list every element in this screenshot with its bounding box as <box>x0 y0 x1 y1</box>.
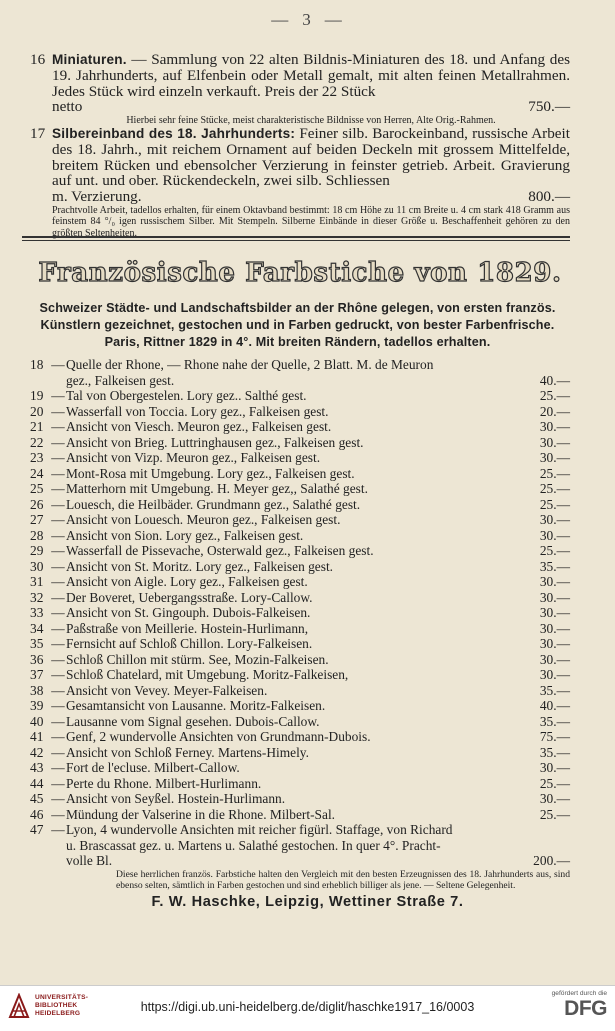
item-text: Ansicht von Seyßel. Hostein-Hurlimann. <box>66 791 286 806</box>
item-text-continued: u. Brascassat gez. u. Martens u. Salathé gestochen. In quer 4°. Pracht- <box>66 837 441 853</box>
logo-line-3: HEIDELBERG <box>35 1010 81 1017</box>
dash: — <box>51 496 65 512</box>
item-number: 37 <box>30 667 44 682</box>
entry-note: Prachtvolle Arbeit, tadellos erhalten, für einem Oktavband bestimmt: 18 cm Höhe zu 11 cm Breite u. 4 cm stark 418 Gramm aus feinstem 84 °/₀ igen russischem Silber. Mit Stempeln. Silberne Einbände in dieser Größe u. Beschaffenheit gehören zu den größten Seltenheiten. <box>52 204 570 239</box>
item-number: 27 <box>30 512 44 527</box>
item-price: 75.— <box>539 729 570 744</box>
item-price <box>530 357 570 373</box>
dfg-logo: DFG <box>564 997 607 1020</box>
list-item <box>30 435 570 451</box>
item-price: 35.— <box>539 744 570 760</box>
item-number: 20 <box>30 403 44 419</box>
item-text-continued: gez., Falkeisen gest. <box>66 372 175 388</box>
dash: — <box>51 512 65 527</box>
entry-number: 17 <box>30 125 46 142</box>
item-text: Fort de l'ecluse. Milbert-Callow. <box>66 760 240 775</box>
catalog-entry-17 <box>30 126 570 239</box>
item-price: 25.— <box>539 481 570 496</box>
item-number: 44 <box>30 775 44 791</box>
list-item <box>30 388 570 404</box>
list-item <box>30 590 570 606</box>
list-item <box>30 760 570 776</box>
list-item-continuation <box>30 853 570 869</box>
dash: — <box>51 729 65 744</box>
list-item <box>30 357 570 373</box>
list-item <box>30 714 570 730</box>
entry-text-end: netto <box>52 98 83 116</box>
dash: — <box>51 419 65 434</box>
item-text: Ansicht von Viesch. Meuron gez., Falkeisen gest. <box>66 419 332 434</box>
list-item <box>30 776 570 792</box>
item-text: Schloß Chillon mit stürm. See, Mozin-Falkeisen. <box>66 651 329 667</box>
item-text: Matterhorn mit Umgebung. H. Meyer gez,, Salathé gest. <box>66 481 368 496</box>
item-number: 45 <box>30 791 44 806</box>
item-price: 35.— <box>539 558 570 574</box>
list-item <box>30 698 570 714</box>
list-item <box>30 481 570 497</box>
item-text: Lausanne vom Signal gesehen. Dubois-Callow. <box>66 713 320 729</box>
entry-text: Feiner silb. Barockeinband, russische Arbeit des 18. Jahrh., mit reichem Ornament auf beiden Deckeln mit grossem Mittelfelde, breitem Rücken und ebensolcher Verzierung in feinster getrieb. Arbeit. Gravierung auf unt. und ober. Rückendeckeln, zwei silb. Schliessen <box>52 125 570 190</box>
item-price <box>530 822 570 838</box>
dash: — <box>51 713 65 729</box>
item-text: Ansicht von Sion. Lory gez., Falkeisen gest. <box>66 527 304 543</box>
list-item <box>30 621 570 637</box>
dash: — <box>51 806 65 822</box>
item-price: 25.— <box>539 388 570 403</box>
dash: — <box>51 357 65 372</box>
viewer-footer <box>0 985 615 1031</box>
item-number: 19 <box>30 388 44 403</box>
divider-thick <box>22 236 570 238</box>
item-number: 23 <box>30 450 44 465</box>
dfg-caption: gefördert durch die <box>551 990 607 997</box>
item-text: Wasserfall von Toccia. Lory gez., Falkeisen gest. <box>66 403 329 419</box>
item-price: 200.— <box>533 853 570 868</box>
item-text: Ansicht von Louesch. Meuron gez., Falkeisen gest. <box>66 512 341 527</box>
item-text: Ansicht von Schloß Ferney. Martens-Himely. <box>66 744 309 760</box>
entry-text: — Sammlung von 22 alten Bildnis-Miniaturen des 18. und Anfang des 19. Jahrhunderts, auf Elfenbein oder Metall gemalt, mit alten feinen Metallrahmen. Jedes Stück wird einzeln verkauft. Preis der 22 Stück <box>52 51 570 100</box>
dash: — <box>51 434 65 450</box>
dash: — <box>51 527 65 543</box>
list-item <box>30 512 570 528</box>
dash: — <box>51 403 65 419</box>
item-number: 22 <box>30 434 44 450</box>
dash: — <box>51 605 65 620</box>
list-item <box>30 574 570 590</box>
item-text: Ansicht von Vizp. Meuron gez., Falkeisen gest. <box>66 450 321 465</box>
item-text: Wasserfall de Pissevache, Osterwald gez., Falkeisen gest. <box>66 543 374 558</box>
item-text: Schloß Chatelard, mit Umgebung. Moritz-Falkeisen, <box>66 667 349 682</box>
dash: — <box>51 791 65 806</box>
list-item <box>30 404 570 420</box>
item-text: Mündung der Valserine in die Rhone. Milbert-Sal. <box>66 806 336 822</box>
list-item <box>30 807 570 823</box>
item-number: 26 <box>30 496 44 512</box>
section-subheading-1: Schweizer Städte- und Landschaftsbilder an der Rhône gelegen, von ersten französ. <box>39 301 556 315</box>
permalink-url[interactable]: https://digi.ub.uni-heidelberg.de/diglit/haschke1917_16/0003 <box>140 1000 475 1014</box>
dash: — <box>51 667 65 682</box>
publisher-address: F. W. Haschke, Leipzig, Wettiner Straße 7. <box>151 894 464 910</box>
list-item <box>30 497 570 513</box>
print-list <box>30 357 570 891</box>
item-price: 30.— <box>539 434 570 450</box>
item-number: 38 <box>30 682 44 698</box>
item-text-continued: volle Bl. <box>66 853 113 868</box>
entry-title: Silbereinband des 18. Jahrhunderts: <box>52 126 296 141</box>
dash: — <box>51 682 65 698</box>
dash: — <box>51 574 65 589</box>
item-number: 31 <box>30 574 44 589</box>
divider-thin <box>22 240 570 241</box>
item-price: 25.— <box>539 775 570 791</box>
item-price <box>530 838 570 854</box>
item-number: 25 <box>30 481 44 496</box>
page-number: — 3 — <box>271 10 344 29</box>
item-price: 30.— <box>539 419 570 434</box>
list-item-continuation <box>30 373 570 389</box>
list-item-continuation <box>30 838 570 854</box>
item-price: 20.— <box>539 403 570 419</box>
entry-price: 800.— <box>528 188 570 206</box>
dfg-sponsor[interactable] <box>535 990 607 1021</box>
dash: — <box>51 388 65 403</box>
dash: — <box>51 698 65 713</box>
item-price: 30.— <box>539 636 570 651</box>
item-number: 43 <box>30 760 44 775</box>
item-price: 30.— <box>539 574 570 589</box>
item-number: 35 <box>30 636 44 651</box>
item-price: 35.— <box>539 682 570 698</box>
item-text: Ansicht von St. Moritz. Lory gez., Falkeisen gest. <box>66 558 334 574</box>
item-number: 18 <box>30 357 44 372</box>
list-item <box>30 559 570 575</box>
item-text: Ansicht von Aigle. Lory gez., Falkeisen gest. <box>66 574 308 589</box>
dash: — <box>51 620 65 636</box>
list-item <box>30 745 570 761</box>
item-price: 30.— <box>539 512 570 527</box>
item-number: 36 <box>30 651 44 667</box>
list-item <box>30 636 570 652</box>
item-price: 30.— <box>539 667 570 682</box>
item-price: 30.— <box>539 620 570 636</box>
item-price: 30.— <box>539 450 570 465</box>
list-item <box>30 683 570 699</box>
dash: — <box>51 450 65 465</box>
item-price: 30.— <box>539 760 570 775</box>
item-price: 35.— <box>539 713 570 729</box>
dash: — <box>51 465 65 481</box>
list-item <box>30 791 570 807</box>
item-price: 30.— <box>539 527 570 543</box>
section-subheading-2: Künstlern gezeichnet, gestochen und in Farben gedruckt, von bester Farbenfrische. <box>40 318 555 332</box>
logo-line-1: UNIVERSITÄTS- <box>35 994 89 1001</box>
dash: — <box>51 744 65 760</box>
item-text: Fernsicht auf Schloß Chillon. Lory-Falkeisen. <box>66 636 313 651</box>
item-price: 30.— <box>539 651 570 667</box>
item-number: 34 <box>30 620 44 636</box>
item-text: Der Boveret, Uebergangsstraße. Lory-Callow. <box>66 589 313 605</box>
item-price: 30.— <box>539 791 570 806</box>
item-number: 47 <box>30 822 44 837</box>
logo-line-2: BIBLIOTHEK <box>35 1002 78 1009</box>
item-text: Perte du Rhone. Milbert-Hurlimann. <box>66 775 262 791</box>
item-number: 39 <box>30 698 44 713</box>
dash: — <box>51 589 65 605</box>
list-item <box>30 419 570 435</box>
item-number: 24 <box>30 465 44 481</box>
list-item <box>30 466 570 482</box>
list-item <box>30 543 570 559</box>
dash: — <box>51 775 65 791</box>
item-number: 29 <box>30 543 44 558</box>
dash: — <box>51 760 65 775</box>
item-price: 25.— <box>539 496 570 512</box>
entry-text-end: m. Verzierung. <box>52 188 142 206</box>
item-number: 42 <box>30 744 44 760</box>
item-price: 30.— <box>539 605 570 620</box>
item-number: 30 <box>30 558 44 574</box>
item-text: Louesch, die Heilbäder. Grundmann gez., Salathé gest. <box>66 496 361 512</box>
item-text: Ansicht von Brieg. Luttringhausen gez., Falkeisen gest. <box>66 434 364 450</box>
list-item <box>30 729 570 745</box>
item-text: Mont-Rosa mit Umgebung. Lory gez., Falkeisen gest. <box>66 465 355 481</box>
section-subheading-3: Paris, Rittner 1829 in 4°. Mit breiten Rändern, tadellos erhalten. <box>104 335 491 349</box>
item-text: Tal von Obergestelen. Lory gez.. Salthé gest. <box>66 388 307 403</box>
item-number: 32 <box>30 589 44 605</box>
item-text: Gesamtansicht von Lausanne. Moritz-Falkeisen. <box>66 698 326 713</box>
dash: — <box>51 822 65 837</box>
item-number: 40 <box>30 713 44 729</box>
item-number: 33 <box>30 605 44 620</box>
entry-number: 16 <box>30 51 46 68</box>
dash: — <box>51 651 65 667</box>
item-number: 46 <box>30 806 44 822</box>
list-note: Diese herrlichen französ. Farbstiche halten den Vergleich mit den besten Erzeugnissen des 18. Jahrhunderts aus, sind ebenso selten, sämtlich in Farben gestochen und sind erheblich billiger als jene. — Seltene Gelegenheit. <box>116 868 570 891</box>
list-item <box>30 652 570 668</box>
dash: — <box>51 481 65 496</box>
item-price: 30.— <box>539 589 570 605</box>
list-item <box>30 528 570 544</box>
item-text: Lyon, 4 wundervolle Ansichten mit reicher figürl. Staffage, von Richard <box>66 822 453 837</box>
item-text: Genf, 2 wundervolle Ansichten von Grundmann-Dubois. <box>66 729 371 744</box>
item-price: 40.— <box>539 698 570 713</box>
item-text: Paßstraße von Meillerie. Hostein-Hurlimann, <box>66 620 309 636</box>
list-item <box>30 605 570 621</box>
item-price: 40.— <box>539 372 570 388</box>
list-item <box>30 822 570 838</box>
item-text: Quelle der Rhone, — Rhone nahe der Quelle, 2 Blatt. M. de Meuron <box>66 357 434 372</box>
item-price: 25.— <box>539 465 570 481</box>
section-heading: Französische Farbstiche von 1829. <box>38 258 562 288</box>
dash: — <box>51 543 65 558</box>
item-price: 25.— <box>539 806 570 822</box>
item-number: 28 <box>30 527 44 543</box>
entry-title: Miniaturen. <box>52 52 127 67</box>
item-text: Ansicht von Vevey. Meyer-Falkeisen. <box>66 682 268 698</box>
list-item <box>30 450 570 466</box>
entry-price: 750.— <box>528 98 570 116</box>
item-text: Ansicht von St. Gingouph. Dubois-Falkeisen. <box>66 605 311 620</box>
list-item <box>30 667 570 683</box>
dash: — <box>51 558 65 574</box>
catalog-entry-16 <box>30 52 570 127</box>
item-price: 25.— <box>539 543 570 558</box>
dash: — <box>51 636 65 651</box>
item-number: 41 <box>30 729 44 744</box>
item-number: 21 <box>30 419 44 434</box>
entry-note: Hierbei sehr feine Stücke, meist charakteristische Bildnisse von Herren, Alte Orig.-Rahmen. <box>126 115 496 127</box>
